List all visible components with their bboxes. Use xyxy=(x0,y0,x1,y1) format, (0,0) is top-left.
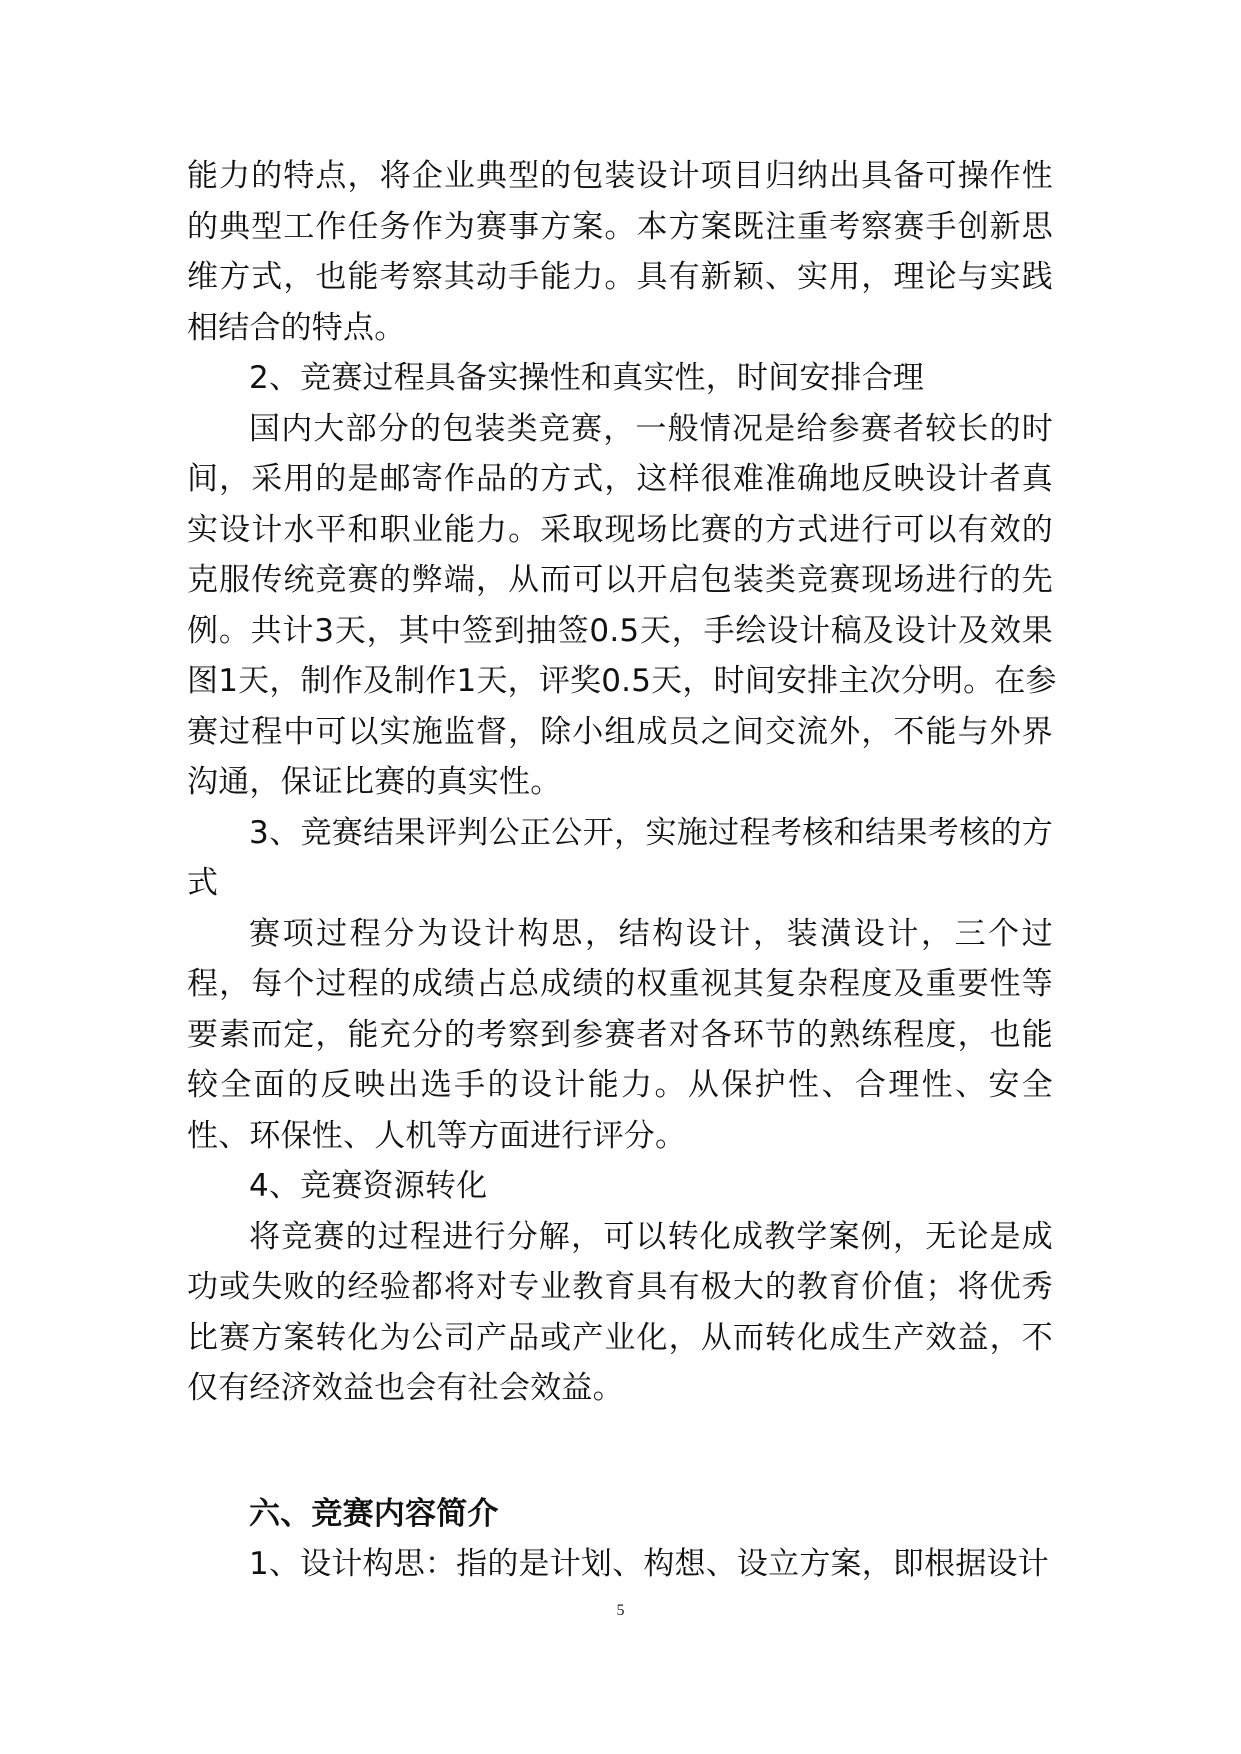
text-line: 赛过程中可以实施监督，除小组成员之间交流外，不能与外界 xyxy=(187,713,1053,750)
text-line: 赛项过程分为设计构思，结构设计，装潢设计，三个过 xyxy=(249,915,1053,952)
subheading-3-cont: 式 xyxy=(187,865,219,901)
body-text xyxy=(187,154,1057,1593)
text-line: 沟通，保证比赛的真实性。 xyxy=(187,764,562,800)
subheading-3: 3、竞赛结果评判公正公开，实施过程考核和结果考核的方 xyxy=(249,814,1053,851)
text-line: 功或失败的经验都将对专业教育具有极大的教育价值；将优秀 xyxy=(187,1269,1053,1305)
subheading-2: 2、竞赛过程具备实操性和真实性，时间安排合理 xyxy=(249,360,925,396)
text-line: 仅有经济效益也会有社会效益。 xyxy=(187,1370,624,1406)
text-line: 实设计水平和职业能力。采取现场比赛的方式进行可以有效的 xyxy=(187,511,1053,548)
text-line: 国内大部分的包装类竞赛，一般情况是给参赛者较长的时 xyxy=(249,410,1053,447)
text-line: 间，采用的是邮寄作品的方式，这样很难准确地反映设计者真 xyxy=(187,461,1053,497)
page-number: 5 xyxy=(616,1602,625,1619)
spacer xyxy=(187,1417,1053,1492)
text-line: 较全面的反映出选手的设计能力。从保护性、合理性、安全 xyxy=(187,1067,1053,1103)
text-line: 将竞赛的过程进行分解，可以转化成教学案例，无论是成 xyxy=(249,1218,1053,1255)
text-line: 克服传统竞赛的弊端，从而可以开启包装类竞赛现场进行的先 xyxy=(187,562,1053,598)
text-line: 性、环保性、人机等方面进行评分。 xyxy=(187,1117,687,1154)
text-line: 程，每个过程的成绩占总成绩的权重视其复杂程度及重要性等 xyxy=(187,966,1053,1002)
text-line: 能力的特点，将企业典型的包装设计项目归纳出具备可操作性 xyxy=(187,158,1053,194)
text-line: 比赛方案转化为公司产品或产业化，从而转化成生产效益，不 xyxy=(187,1319,1053,1356)
text-line: 的典型工作任务作为赛事方案。本方案既注重考察赛手创新思 xyxy=(187,208,1053,245)
text-line: 1、设计构思：指的是计划、构想、设立方案，即根据设计 xyxy=(249,1546,1049,1582)
text-line: 图1天，制作及制作1天，评奖0.5天，时间安排主次分明。在参 xyxy=(187,663,1057,699)
text-line: 要素而定，能充分的考察到参赛者对各环节的熟练程度，也能 xyxy=(187,1016,1053,1053)
text-line: 维方式，也能考察其动手能力。具有新颖、实用，理论与实践 xyxy=(187,259,1053,295)
text-line: 例。共计3天，其中签到抽签0.5天，手绘设计稿及设计及效果 xyxy=(187,612,1053,649)
section-heading: 六、竞赛内容简介 xyxy=(249,1495,499,1532)
text-line: 相结合的特点。 xyxy=(187,309,406,346)
subheading-4: 4、竞赛资源转化 xyxy=(249,1168,488,1204)
